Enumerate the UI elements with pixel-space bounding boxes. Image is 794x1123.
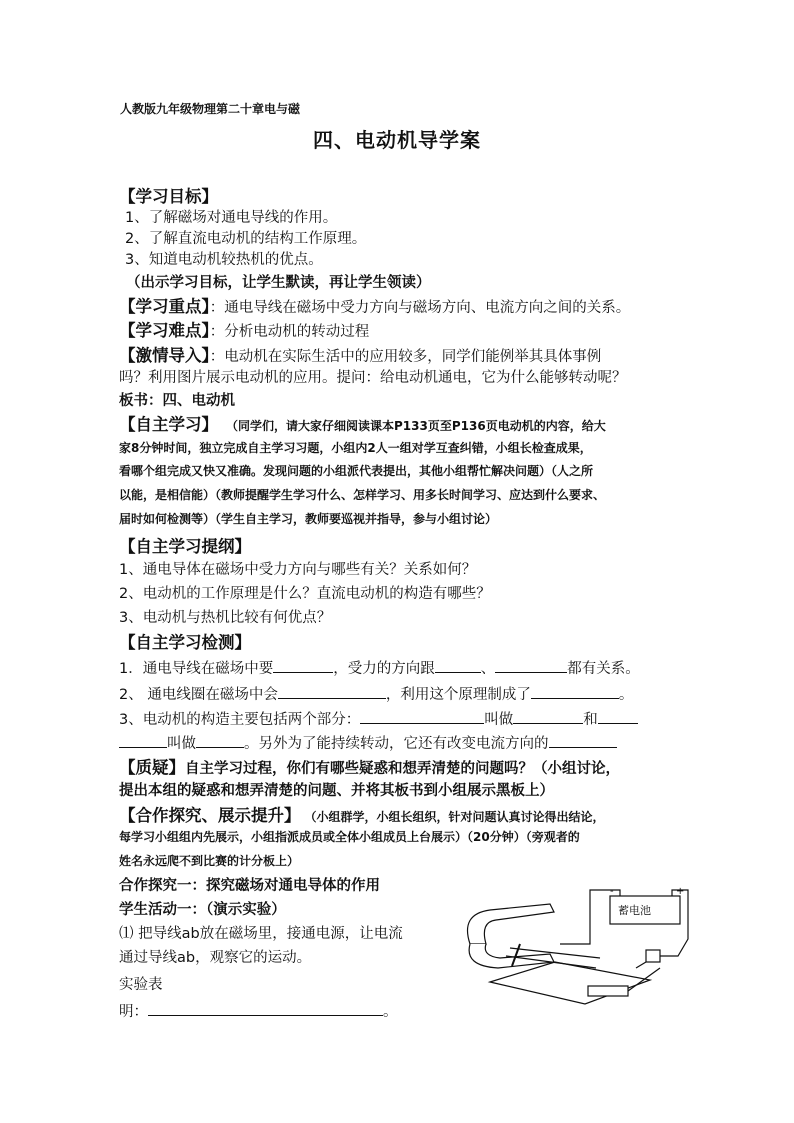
objective-item-1: 1、了解磁场对通电导线的作用。 [125,210,338,226]
check-question-3-cont [119,731,617,753]
q3-blank-4[interactable] [119,731,167,748]
outline-item-1: 1、通电导体在磁场中受力方向与哪些有关？关系如何？ [119,562,477,578]
board-note: 板书：四、电动机 [119,393,235,409]
outline-item-2: 2、电动机的工作原理是什么？直流电动机的构造有哪些？ [119,586,491,602]
key-point-row [119,293,630,317]
q1-text-d: 都有关系。 [567,661,640,677]
key-point-text: ：通电导线在磁场中受力方向与磁场方向、电流方向之间的关系。 [209,300,631,316]
result-row [119,999,398,1021]
q1-text-a: 1．通电导线在磁场中要 [119,661,274,677]
self-study-line-2: 家8分钟时间，独立完成自主学习习题，小组内2人一组对学互查纠错，小组长检查成果， [119,441,592,455]
terminal-block [588,986,628,996]
q3-blank-2[interactable] [513,707,583,724]
step-1-line-2: 通过导线ab，观察它的运动。 [119,950,312,966]
doubt-line-2: 提出本组的疑惑和想弄清楚的问题、并将其板书到小组展示黑板上） [119,783,554,799]
intro-line-1: ：电动机在实际生活中的应用较多，同学们能例举其具体事例 [209,349,602,365]
q3-blank-3[interactable] [598,707,638,724]
q3-blank-6[interactable] [549,731,617,748]
self-study-line-5: 届时如何检测等）（学生自主学习，教师要巡视并指导，参与小组讨论） [119,512,498,526]
q3-blank-1[interactable] [360,707,484,724]
q3-blank-5[interactable] [196,731,244,748]
result-blank[interactable] [148,999,383,1016]
document-header: 人教版九年级物理第二十章电与磁 [120,102,301,116]
q1-blank-1[interactable] [273,656,333,673]
q3-text-d: 叫做 [167,736,196,752]
outline-item-3: 3、电动机与热机比较有何优点？ [119,610,332,626]
self-study-line-1: （同学们，请大家仔细阅读课本P133页至P136页电动机的内容，给大 [232,419,606,433]
self-study-line-4: 以能，是相信能）（教师提醒学生学习什么、怎样学习、用多长时间学习、应达到什么要求、 [119,488,606,502]
check-question-1 [119,656,640,678]
intro-row [119,342,601,366]
coop-row [119,802,605,828]
battery-plus: + [676,886,685,897]
doubt-row [119,754,620,778]
q3-text-c: 和 [583,712,598,728]
difficulty-text: ：分析电动机的转动过程 [209,324,370,340]
q1-text-c: 、 [480,661,496,677]
q3-text-a: 3、电动机的构造主要包括两个部分： [119,712,361,728]
explore-1-title: 合作探究一：探究磁场对通电导体的作用 [119,878,380,894]
result-end: 。 [383,1004,398,1020]
self-study-row [119,411,606,437]
switch-lever [636,962,646,968]
coop-line-3: 姓名永远爬不到比赛的计分板上） [119,854,300,868]
q1-blank-3[interactable] [495,656,567,673]
result-text-b: 明： [119,1004,148,1020]
self-study-label: 【自主学习】 [119,415,218,434]
switch-shape [646,950,660,962]
q3-text-e: 。另外为了能持续转动，它还有改变电流方向的 [244,736,549,752]
intro-line-2: 吗？利用图片展示电动机的应用。提问：给电动机通电，它为什么能够转动呢？ [119,370,627,386]
objective-item-3: 3、知道电动机较热机的优点。 [125,252,323,268]
step-1-line-1: ⑴ 把导线ab放在磁场里，接通电源，让电流 [119,926,403,942]
experiment-diagram [450,884,695,1009]
coop-line-1: （小组群学，小组长组织，针对问题认真讨论得出结论， [310,810,605,824]
q2-text-c: 。 [618,687,634,703]
intro-label: 【激情导入】 [119,346,210,365]
q2-text-b: ，利用这个原理制成了 [385,687,531,703]
doubt-line-1: 自主学习过程，你们有哪些疑惑和想弄清楚的问题吗？（小组讨论， [185,761,620,777]
battery-label: 蓄电池 [618,904,651,917]
check-heading: 【自主学习检测】 [119,633,251,652]
q2-blank-1[interactable] [278,682,386,699]
activity-1-title: 学生活动一：（演示实验） [119,902,286,918]
check-question-3 [119,707,638,729]
check-question-2 [119,682,633,704]
q2-text-a: 2、 通电线圈在磁场中会 [119,687,278,703]
objectives-note: （出示学习目标，让学生默读，再让学生领读） [126,275,431,291]
q1-text-b: ，受力的方向跟 [333,661,435,677]
base-board [490,962,650,1004]
objectives-heading: 【学习目标】 [119,187,218,206]
q3-text-b: 叫做 [484,712,514,728]
coop-label: 【合作探究、展示提升】 [119,806,301,825]
outline-heading: 【自主学习提纲】 [119,537,251,556]
q1-blank-2[interactable] [435,656,481,673]
objective-item-2: 2、了解直流电动机的结构工作原理。 [125,231,367,247]
q2-blank-2[interactable] [531,682,619,699]
difficulty-label: 【学习难点】 [119,321,210,340]
self-study-line-3: 看哪个组完成又快又准确。发现问题的小组派代表提出，其他小组帮忙解决问题）（人之所 [119,464,594,478]
magnet-top [468,904,555,944]
doubt-label: 【质疑】 [119,758,185,777]
page-title: 四、电动机导学案 [313,128,481,152]
difficulty-row [119,317,369,341]
battery-minus: - [610,886,614,897]
coop-line-2: 每学习小组组内先展示，小组指派成员或全体小组成员上台展示）（20分钟）（旁观者的 [119,830,580,844]
key-point-label: 【学习重点】 [119,297,210,316]
result-text-a: 实验表 [119,977,163,993]
